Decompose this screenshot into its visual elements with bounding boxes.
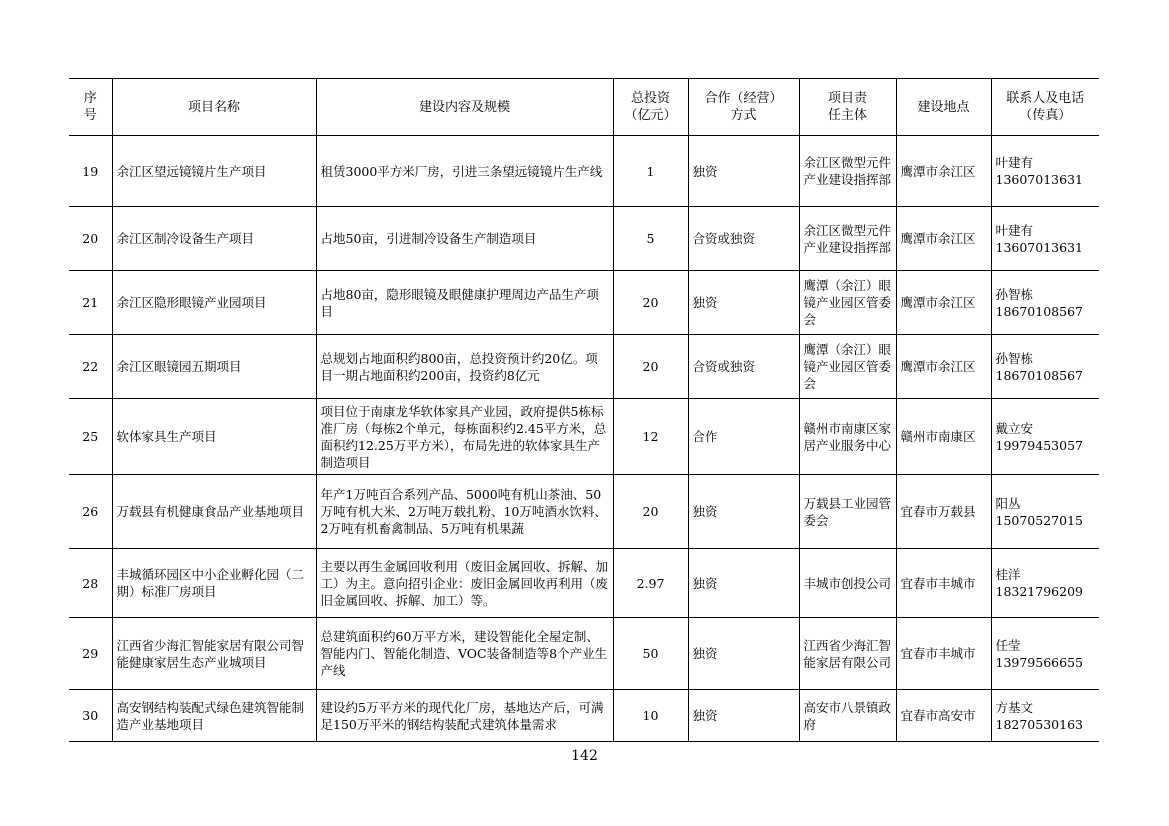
header-name: 项目名称 xyxy=(112,79,316,136)
row-no: 25 xyxy=(69,399,112,475)
table-row xyxy=(69,335,1099,399)
project-name: 丰城循环园区中小企业孵化园（二期）标准厂房项目 xyxy=(112,549,316,618)
contact-person: 桂洋 xyxy=(995,567,1021,582)
contact xyxy=(991,475,1099,549)
contact-phone: 18670108567 xyxy=(995,303,1083,319)
contact xyxy=(991,136,1099,207)
contact xyxy=(991,690,1099,742)
total-investment: 20 xyxy=(613,271,688,335)
contact xyxy=(991,335,1099,399)
cooperation-mode: 独资 xyxy=(688,271,799,335)
total-investment: 1 xyxy=(613,136,688,207)
project-name: 余江区制冷设备生产项目 xyxy=(112,207,316,271)
project-name: 软体家具生产项目 xyxy=(112,399,316,475)
build-location: 鹰潭市余江区 xyxy=(896,271,991,335)
responsible-entity: 高安市八景镇政府 xyxy=(799,690,896,742)
table-row xyxy=(69,618,1099,690)
table-row xyxy=(69,136,1099,207)
project-content: 建设约5万平方米的现代化厂房，基地达产后，可满足150万平米的钢结构装配式建筑体量需求 xyxy=(316,690,613,742)
row-no: 21 xyxy=(69,271,112,335)
row-no: 26 xyxy=(69,475,112,549)
row-no: 19 xyxy=(69,136,112,207)
project-content: 总建筑面积约60万平方米，建设智能化全屋定制、智能内门、智能化制造、VOC装备制造等8个产业生产线 xyxy=(316,618,613,690)
header-owner: 项目责 任主体 xyxy=(799,79,896,136)
build-location: 宜春市万载县 xyxy=(896,475,991,549)
project-content: 租赁3000平方米厂房，引进三条望远镜镜片生产线 xyxy=(316,136,613,207)
cooperation-mode: 合作 xyxy=(688,399,799,475)
total-investment: 20 xyxy=(613,335,688,399)
header-no: 序 号 xyxy=(69,79,112,136)
contact-phone: 18670108567 xyxy=(995,367,1083,383)
table-row xyxy=(69,399,1099,475)
project-content: 项目位于南康龙华软体家具产业园，政府提供5栋标准厂房（每栋2个单元，每栋面积约2.45平方米，总面积约12.25万平方米），布局先进的软体家具生产制造项目 xyxy=(316,399,613,475)
project-name: 余江区隐形眼镜产业园项目 xyxy=(112,271,316,335)
contact-person: 任莹 xyxy=(995,637,1021,653)
project-name: 余江区望远镜镜片生产项目 xyxy=(112,136,316,207)
header-contact: 联系人及电话 （传真） xyxy=(991,79,1099,136)
project-content: 主要以再生金属回收利用（废旧金属回收、拆解、加工）为主。意向招引企业：废旧金属回收再利用（废旧金属回收、拆解、加工）等。 xyxy=(316,549,613,618)
total-investment: 5 xyxy=(613,207,688,271)
row-no: 20 xyxy=(69,207,112,271)
total-investment: 2.97 xyxy=(613,549,688,618)
header-location: 建设地点 xyxy=(896,79,991,136)
contact xyxy=(991,549,1099,618)
total-investment: 20 xyxy=(613,475,688,549)
contact xyxy=(991,207,1099,271)
row-no: 29 xyxy=(69,618,112,690)
row-no: 28 xyxy=(69,549,112,618)
contact-person: 孙智栋 xyxy=(995,350,1034,366)
contact-person: 方基文 xyxy=(995,699,1034,715)
cooperation-mode: 独资 xyxy=(688,475,799,549)
build-location: 宜春市高安市 xyxy=(896,690,991,742)
cooperation-mode: 独资 xyxy=(688,136,799,207)
build-location: 鹰潭市余江区 xyxy=(896,136,991,207)
cooperation-mode: 独资 xyxy=(688,549,799,618)
page-number: 142 xyxy=(571,748,598,764)
contact-phone: 13607013631 xyxy=(995,239,1083,255)
total-investment: 10 xyxy=(613,690,688,742)
contact-phone: 13607013631 xyxy=(995,172,1083,187)
build-location: 鹰潭市余江区 xyxy=(896,335,991,399)
contact xyxy=(991,618,1099,690)
contact-phone: 18270530163 xyxy=(995,716,1083,732)
build-location: 鹰潭市余江区 xyxy=(896,207,991,271)
build-location: 宜春市丰城市 xyxy=(896,618,991,690)
project-name: 万载县有机健康食品产业基地项目 xyxy=(112,475,316,549)
responsible-entity: 赣州市南康区家居产业服务中心 xyxy=(799,399,896,475)
header-content: 建设内容及规模 xyxy=(316,79,613,136)
cooperation-mode: 独资 xyxy=(688,618,799,690)
build-location: 赣州市南康区 xyxy=(896,399,991,475)
responsible-entity: 余江区微型元件产业建设指挥部 xyxy=(799,207,896,271)
build-location: 宜春市丰城市 xyxy=(896,549,991,618)
responsible-entity: 余江区微型元件产业建设指挥部 xyxy=(799,136,896,207)
contact-person: 阳丛 xyxy=(995,495,1021,511)
row-no: 30 xyxy=(69,690,112,742)
contact-phone: 18321796209 xyxy=(995,584,1083,599)
responsible-entity: 鹰潭（余江）眼镜产业园区管委会 xyxy=(799,335,896,399)
contact xyxy=(991,271,1099,335)
contact-person: 叶建有 xyxy=(995,155,1034,170)
table-row xyxy=(69,549,1099,618)
header-mode: 合作（经营） 方式 xyxy=(688,79,799,136)
project-name: 余江区眼镜园五期项目 xyxy=(112,335,316,399)
project-name: 高安钢结构装配式绿色建筑智能制造产业基地项目 xyxy=(112,690,316,742)
table-row xyxy=(69,207,1099,271)
cooperation-mode: 合资或独资 xyxy=(688,207,799,271)
contact xyxy=(991,399,1099,475)
contact-person: 孙智栋 xyxy=(995,286,1034,302)
header-invest: 总投资 （亿元） xyxy=(613,79,688,136)
project-table xyxy=(69,78,1099,742)
cooperation-mode: 独资 xyxy=(688,690,799,742)
project-content: 总规划占地面积约800亩，总投资预计约20亿。项目一期占地面积约200亩，投资约8亿元 xyxy=(316,335,613,399)
project-content: 占地80亩，隐形眼镜及眼健康护理周边产品生产项目 xyxy=(316,271,613,335)
responsible-entity: 万载县工业园管委会 xyxy=(799,475,896,549)
contact-phone: 15070527015 xyxy=(995,512,1083,528)
project-content: 年产1万吨百合系列产品、5000吨有机山茶油、50万吨有机大米、2万吨万载扎粉、10万吨酒水饮料、2万吨有机畜禽制品、5万吨有机果蔬 xyxy=(316,475,613,549)
table-row xyxy=(69,271,1099,335)
contact-phone: 13979566655 xyxy=(995,654,1083,670)
contact-person: 叶建有 xyxy=(995,222,1034,238)
table-row xyxy=(69,475,1099,549)
project-name: 江西省少海汇智能家居有限公司智能健康家居生态产业城项目 xyxy=(112,618,316,690)
total-investment: 50 xyxy=(613,618,688,690)
responsible-entity: 丰城市创投公司 xyxy=(799,549,896,618)
table-row xyxy=(69,690,1099,742)
project-content: 占地50亩，引进制冷设备生产制造项目 xyxy=(316,207,613,271)
responsible-entity: 江西省少海汇智能家居有限公司 xyxy=(799,618,896,690)
cooperation-mode: 合资或独资 xyxy=(688,335,799,399)
total-investment: 12 xyxy=(613,399,688,475)
header-row xyxy=(69,79,1099,136)
row-no: 22 xyxy=(69,335,112,399)
responsible-entity: 鹰潭（余江）眼镜产业园区管委会 xyxy=(799,271,896,335)
contact-phone: 19979453057 xyxy=(995,437,1083,453)
contact-person: 戴立安 xyxy=(995,420,1034,436)
